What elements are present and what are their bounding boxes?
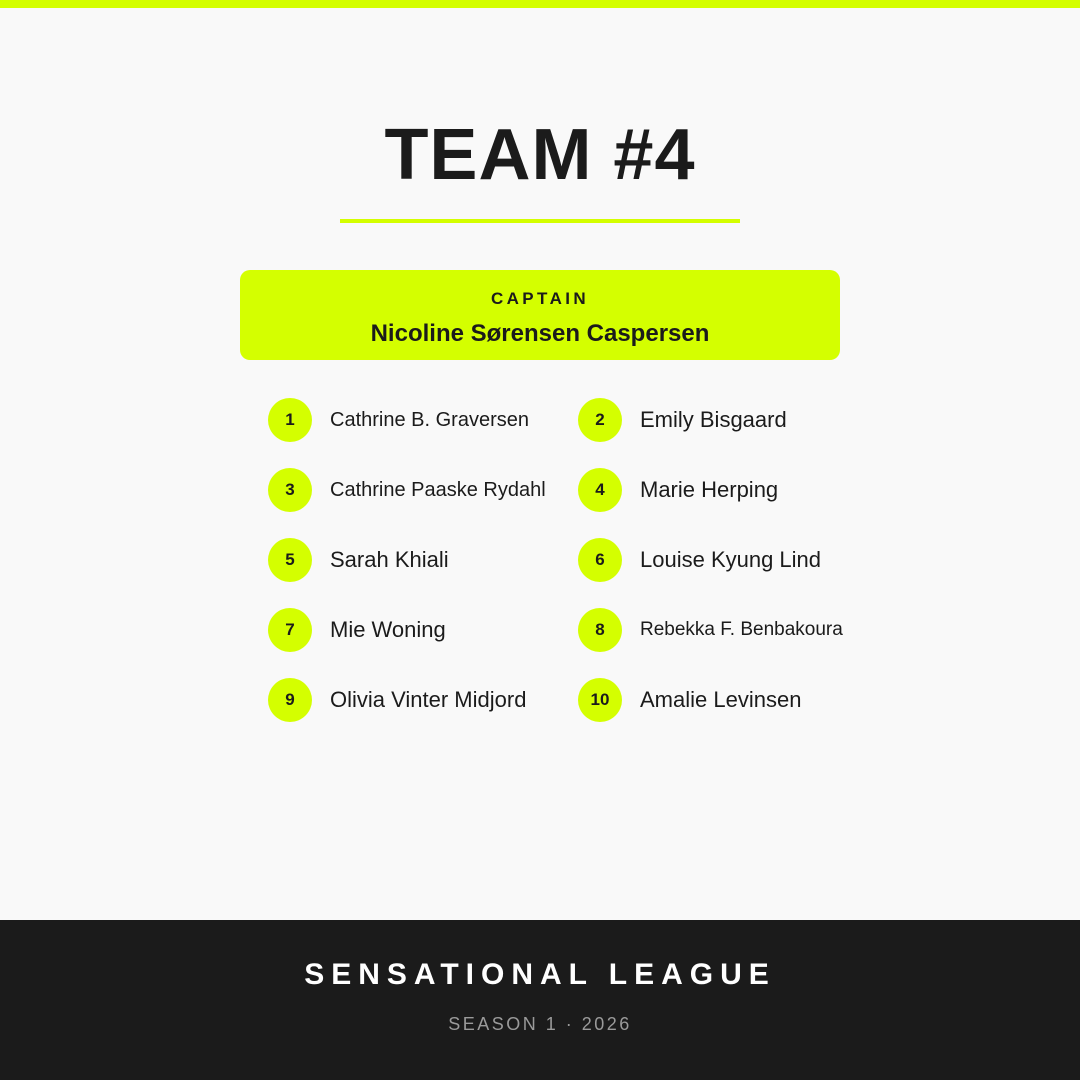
player-item (578, 468, 878, 512)
player-name: Cathrine B. Graversen (330, 409, 529, 431)
player-item (268, 538, 568, 582)
player-number-badge: 7 (268, 608, 312, 652)
player-item (268, 468, 568, 512)
player-name: Sarah Khiali (330, 547, 449, 572)
player-item (268, 608, 568, 652)
footer (0, 920, 1080, 1080)
player-number-badge: 4 (578, 468, 622, 512)
title-underline (340, 219, 740, 223)
player-number-badge: 6 (578, 538, 622, 582)
player-item (578, 538, 878, 582)
league-name: SENSATIONAL LEAGUE (304, 958, 776, 991)
player-item (578, 678, 878, 722)
season-label: SEASON 1 · 2026 (448, 1014, 632, 1034)
player-name: Amalie Levinsen (640, 687, 802, 712)
player-number-badge: 9 (268, 678, 312, 722)
player-name: Louise Kyung Lind (640, 547, 822, 572)
player-name: Olivia Vinter Midjord (330, 687, 527, 712)
player-number-badge: 8 (578, 608, 622, 652)
player-name: Mie Woning (330, 617, 446, 642)
player-number-badge: 2 (578, 398, 622, 442)
player-name: Marie Herping (640, 477, 779, 502)
player-name: Emily Bisgaard (640, 407, 787, 432)
top-accent-bar (0, 0, 1080, 8)
player-number-badge: 1 (268, 398, 312, 442)
player-item (268, 678, 568, 722)
page-title: TEAM #4 (384, 115, 696, 195)
player-name: Rebekka F. Benbakoura (640, 619, 843, 640)
player-item (578, 398, 878, 442)
player-number-badge: 10 (578, 678, 622, 722)
player-name: Cathrine Paaske Rydahl (330, 479, 546, 501)
captain-label: CAPTAIN (490, 289, 590, 308)
captain-name: Nicoline Sørensen Caspersen (370, 320, 710, 347)
player-item (268, 398, 568, 442)
player-number-badge: 3 (268, 468, 312, 512)
player-number-badge: 5 (268, 538, 312, 582)
player-item (578, 608, 878, 652)
